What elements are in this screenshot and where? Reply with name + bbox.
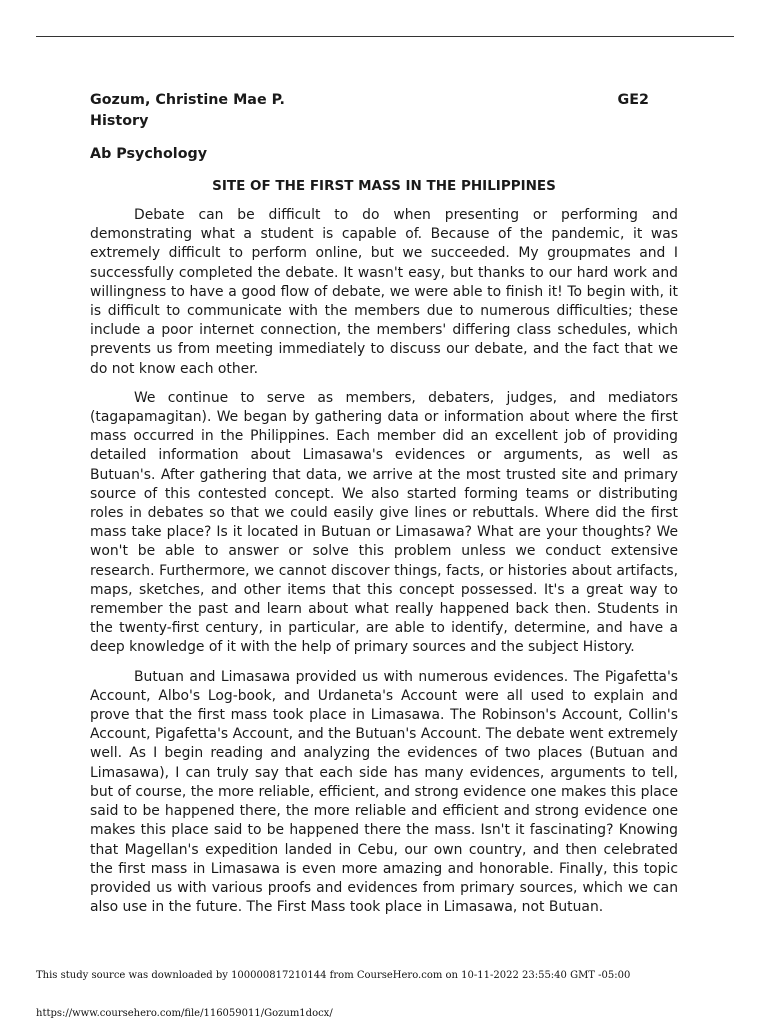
subject-name: History xyxy=(90,113,149,129)
document-page xyxy=(90,90,678,917)
document-title: SITE OF THE FIRST MASS IN THE PHILIPPINES xyxy=(212,178,556,194)
program-name: Ab Psychology xyxy=(90,146,208,162)
author-name: Gozum, Christine Mae P. xyxy=(90,92,285,108)
top-rule xyxy=(36,36,734,37)
paragraph-2: We continue to serve as members, debaters, judges, and mediators (tagapamagitan). We began by gathering data or information about where the first mass occurred in the Philippines. Each member did an excellent job of providing detailed information about Limasawa's evidences or arguments, as well as Butuan's. After gathering that data, we arrive at the most trusted site and primary source of this contested concept. We also started forming teams or distributing roles in debates so that we could easily give lines or rebuttals. Where did the first mass take place? Is it located in Butuan or Limasawa? What are your thoughts? We won't be able to answer or solve this problem unless we conduct extensive research. Furthermore, we cannot discover things, facts, or histories about artifacts, maps, sketches, and other items that this concept possessed. It's a great way to remember the past and learn about what really happened back then. Students in the twenty-first century, in particular, are able to identify, determine, and have a deep knowledge of it with the help of primary sources and the subject History. xyxy=(90,389,678,656)
paragraph-1: Debate can be difficult to do when presenting or performing and demonstrating what a student is capable of. Because of the pandemic, it was extremely difficult to perform online, but we succeeded. My groupmates and I successfully completed the debate. It wasn't easy, but thanks to our hard work and willingness to have a good flow of debate, we were able to finish it! To begin with, it is difficult to communicate with the members due to numerous difficulties; these include a poor internet connection, the members' differing class schedules, which prevents us from meeting immediately to discuss our debate, and the fact that we do not know each other. xyxy=(90,207,678,377)
download-notice: This study source was downloaded by 100000817210144 from CourseHero.com on 10-11-2022 23:55:40 GMT -05:00 xyxy=(36,970,631,981)
paragraph-3: Butuan and Limasawa provided us with numerous evidences. The Pigafetta's Account, Albo's Log-book, and Urdaneta's Account were all used to explain and prove that the first mass took place in Limasawa. The Robinson's Account, Collin's Account, Pigafetta's Account, and the Butuan's Account. The debate went extremely well. As I begin reading and analyzing the evidences of two places (Butuan and Limasawa), I can truly say that each side has many evidences, arguments to tell, but of course, the more reliable, efficient, and strong evidence one makes this place said to be happened there, the more reliable and efficient and strong evidence one makes this place said to be happened there the mass. Isn't it fascinating? Knowing that Magellan's expedition landed in Cebu, our own country, and then celebrated the first mass in Limasawa is even more amazing and honorable. Finally, this topic provided us with various proofs and evidences from primary sources, which we can also use in the future. The First Mass took place in Limasawa, not Butuan. xyxy=(90,668,678,916)
course-code: GE2 xyxy=(617,92,649,108)
source-url-link[interactable]: https://www.coursehero.com/file/116059011/Gozum1docx/ xyxy=(36,1008,333,1019)
header-row xyxy=(90,90,678,111)
